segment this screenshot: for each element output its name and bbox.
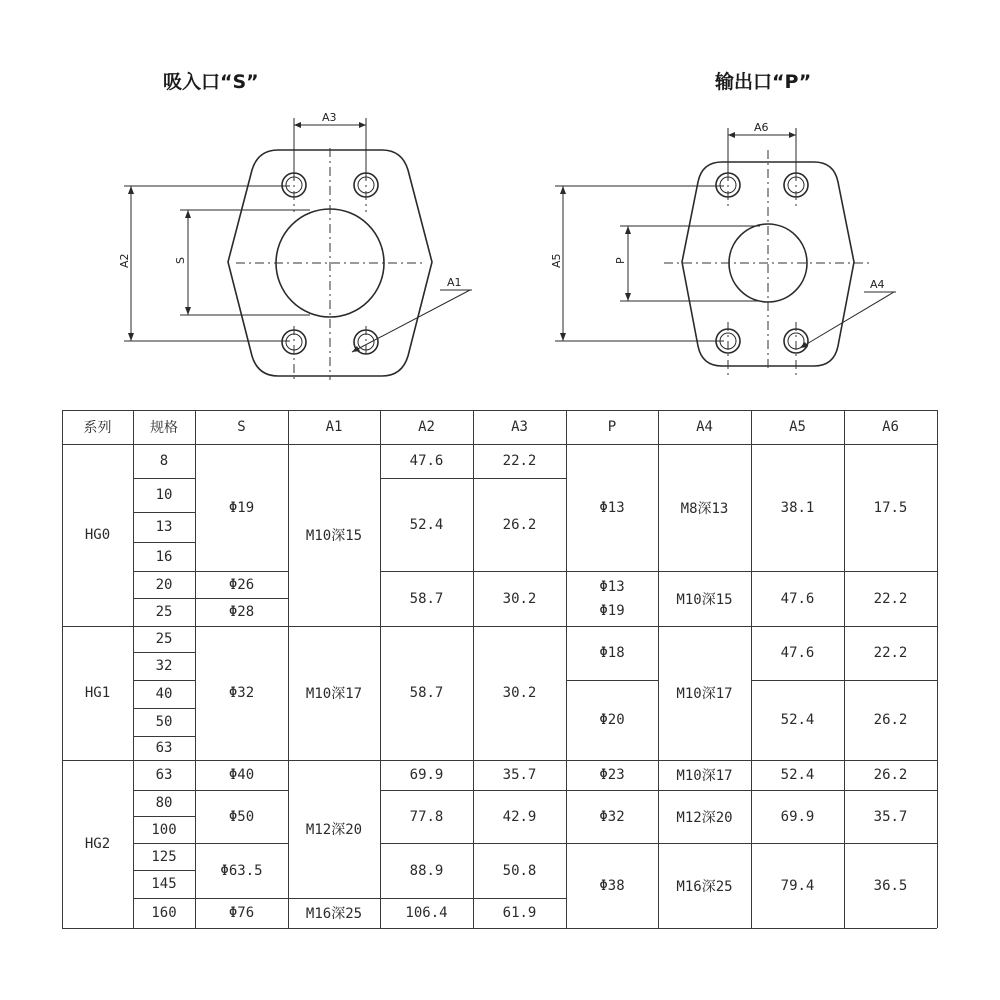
series-cell: HG2 [84, 836, 111, 852]
suction-flange-drawing [118, 111, 472, 380]
a3-cell: 50.8 [502, 862, 537, 879]
header-series: 系列 [83, 420, 112, 436]
flange-drawings [0, 0, 1000, 400]
a6-cell: 22.2 [873, 590, 908, 607]
spec-cell: 145 [151, 876, 177, 892]
a6-cell: 36.5 [873, 877, 908, 894]
series-cell: HG0 [84, 527, 111, 543]
a5-cell: 52.4 [780, 767, 815, 783]
a6-cell: 22.2 [873, 645, 908, 661]
a1-cell: M10深15 [305, 528, 363, 544]
p-cell: Φ18 [599, 645, 625, 661]
a5-cell: 47.6 [780, 645, 815, 661]
header-spec: 规格 [150, 420, 178, 436]
spec-cell: 32 [155, 658, 173, 674]
a2-cell: 106.4 [405, 905, 448, 921]
a1-cell: M10深17 [305, 686, 363, 702]
spec-cell: 10 [155, 487, 173, 503]
a4-cell: M12深20 [676, 809, 733, 826]
a6-cell: 26.2 [873, 767, 908, 783]
spec-cell: 40 [155, 686, 173, 702]
header-a1: A1 [325, 419, 343, 435]
a5-cell: 52.4 [780, 712, 815, 728]
a1-cell: M16深25 [305, 906, 363, 922]
a2-cell: 52.4 [409, 516, 444, 533]
header-s: S [237, 419, 246, 435]
s-label: S [174, 257, 187, 264]
a4-label: A4 [870, 278, 885, 291]
a3-cell: 35.7 [502, 767, 537, 783]
spec-cell: 63 [155, 767, 173, 783]
spec-cell: 50 [155, 714, 173, 730]
s-cell: Φ19 [228, 499, 255, 516]
p-value: Φ19 [599, 602, 625, 619]
outlet-flange-drawing [550, 121, 896, 376]
p-cell-stacked [566, 571, 658, 626]
a4-cell: M10深15 [676, 591, 733, 608]
s-cell: Φ76 [228, 905, 255, 921]
header-p: P [607, 419, 617, 435]
a3-cell: 30.2 [502, 685, 537, 701]
spec-cell: 16 [155, 548, 173, 565]
p-label: P [614, 257, 627, 264]
spec-cell: 13 [155, 519, 173, 535]
a6-cell: 17.5 [873, 499, 908, 516]
a2-cell: 77.8 [409, 808, 444, 825]
p-cell: Φ32 [599, 808, 625, 825]
a2-cell: 88.9 [409, 862, 444, 879]
spec-cell: 100 [151, 821, 177, 838]
a5-cell: 38.1 [780, 499, 815, 516]
header-a3: A3 [511, 419, 528, 435]
spec-cell: 63 [155, 740, 173, 756]
header-a5: A5 [789, 419, 806, 435]
a1-cell: M12深20 [305, 822, 363, 838]
p-value: Φ13 [599, 578, 625, 595]
spec-cell: 125 [151, 848, 177, 865]
spec-cell: 160 [151, 905, 177, 921]
a3-cell: 22.2 [502, 453, 537, 469]
s-cell: Φ40 [228, 767, 255, 783]
outlet-port-title: 输出口“P” [715, 71, 812, 93]
header-a6: A6 [882, 419, 899, 435]
a5-cell: 47.6 [780, 590, 815, 607]
s-cell: Φ28 [228, 604, 255, 620]
s-cell: Φ50 [228, 808, 255, 825]
suction-port-title: 吸入口“S” [163, 71, 259, 93]
a2-cell: 47.6 [409, 453, 444, 469]
a4-cell: M10深17 [676, 686, 733, 702]
p-cell: Φ38 [599, 877, 625, 894]
a1-label: A1 [447, 276, 462, 289]
a5-cell: 79.4 [780, 877, 815, 894]
a3-cell: 61.9 [502, 905, 537, 921]
a6-cell: 26.2 [873, 712, 908, 728]
a3-cell: 42.9 [502, 808, 537, 825]
a2-cell: 58.7 [409, 590, 444, 607]
s-cell: Φ32 [228, 685, 255, 701]
spec-cell: 25 [155, 604, 173, 620]
s-cell: Φ63.5 [220, 862, 263, 879]
series-cell: HG1 [84, 685, 111, 701]
p-cell: Φ23 [599, 767, 625, 783]
a6-label: A6 [754, 121, 769, 134]
a4-cell: M10深17 [676, 768, 733, 784]
a4-cell: M8深13 [680, 500, 729, 517]
a3-label: A3 [322, 111, 337, 124]
a6-cell: 35.7 [873, 808, 908, 825]
spec-cell: 80 [155, 795, 173, 811]
a5-label: A5 [550, 253, 563, 268]
header-a2: A2 [418, 419, 435, 435]
a2-label: A2 [118, 253, 131, 268]
a2-cell: 58.7 [409, 685, 444, 701]
spec-cell: 8 [159, 453, 169, 469]
a3-cell: 30.2 [502, 590, 537, 607]
p-cell: Φ20 [599, 712, 625, 728]
spec-cell: 25 [155, 631, 173, 647]
header-a4: A4 [696, 419, 713, 435]
s-cell: Φ26 [228, 576, 255, 593]
a5-cell: 69.9 [780, 808, 815, 825]
p-cell: Φ13 [599, 499, 625, 516]
a2-cell: 69.9 [409, 767, 444, 783]
a3-cell: 26.2 [502, 516, 537, 533]
a4-cell: M16深25 [676, 878, 733, 895]
spec-cell: 20 [155, 576, 173, 593]
